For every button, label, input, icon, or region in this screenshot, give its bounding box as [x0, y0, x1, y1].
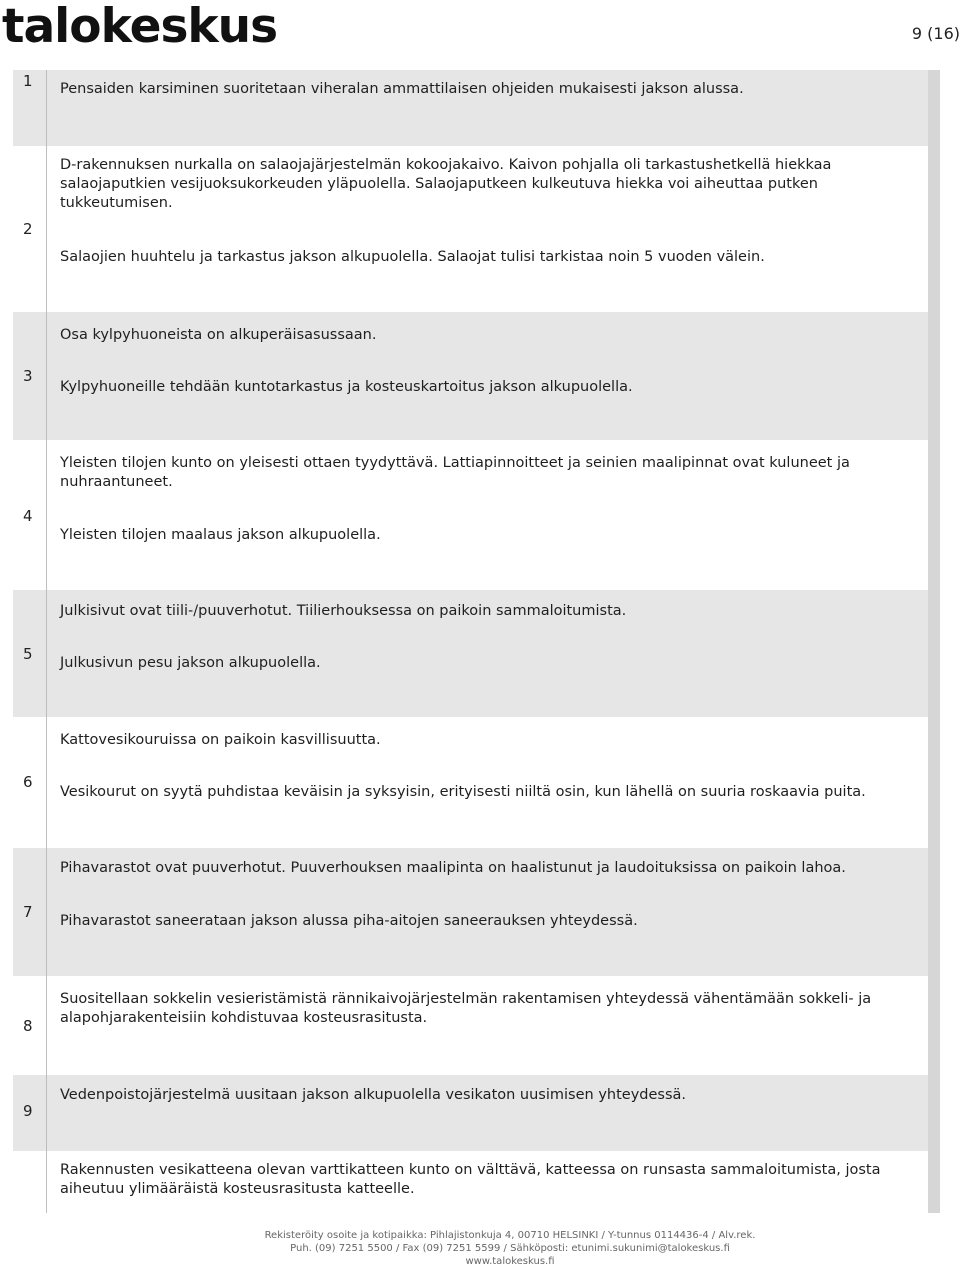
footer-contact: Puh. (09) 7251 5500 / Fax (09) 7251 5599 / Sähköposti: etunimi.sukunimi@talokeskus.fi [290, 1243, 730, 1254]
row-text: Kylpyhuoneille tehdään kuntotarkastus ja kosteuskartoitus jakson alkupuolella. [60, 379, 633, 395]
row-content [47, 976, 928, 1075]
table-row [13, 1075, 928, 1151]
row-text: Suositellaan sokkelin vesieristämistä rännikaivojärjestelmän rakentamisen yhteydessä vähentämään sokkeli- ja alapohjarakenteisiin kohdistuvaa kosteusrasitusta. [60, 991, 872, 1026]
page-indicator: 9 (16) [911, 24, 960, 43]
table-row [13, 440, 928, 590]
footer-address: Rekisteröity osoite ja kotipaikka: Pihlajistonkuja 4, 00710 HELSINKI / Y-tunnus 0114436-4 / Alv.rek. [264, 1230, 756, 1241]
row-number-cell [13, 717, 47, 848]
row-text: Rakennusten vesikatteena olevan varttikatteen kunto on välttävä, katteessa on runsasta sammaloitumista, josta aiheutuu ylimääräistä kosteusrasitusta katteelle. [60, 1162, 881, 1197]
row-text: Julkisivut ovat tiili-/puuverhotut. Tiilierhouksessa on paikoin sammaloitumista. [60, 603, 627, 619]
row-number-cell [13, 312, 47, 440]
row-number: 2 [23, 220, 33, 238]
footer-website-link[interactable]: www.talokeskus.fi [465, 1256, 555, 1267]
row-text: Yleisten tilojen maalaus jakson alkupuolella. [60, 527, 381, 543]
row-number-cell [13, 1075, 47, 1151]
row-content [47, 440, 928, 590]
row-text: Pensaiden karsiminen suoritetaan viheralan ammattilaisen ohjeiden mukaisesti jakson alussa. [60, 81, 744, 97]
row-text: Salaojien huuhtelu ja tarkastus jakson alkupuolella. Salaojat tulisi tarkistaa noin 5 vuoden välein. [60, 249, 765, 265]
row-number: 3 [23, 367, 33, 385]
row-text: Yleisten tilojen kunto on yleisesti ottaen tyydyttävä. Lattiapinnoitteet ja seinien maalipinnat ovat kuluneet ja nuhraantuneet. [60, 455, 850, 490]
company-logo: talokeskus [2, 0, 278, 54]
row-content [47, 312, 928, 440]
table-row [13, 976, 928, 1075]
row-text: Vedenpoistojärjestelmä uusitaan jakson alkupuolella vesikaton uusimisen yhteydessä. [60, 1087, 686, 1103]
row-content [47, 717, 928, 848]
table-shadow [928, 70, 940, 1213]
row-text: Julkusivun pesu jakson alkupuolella. [60, 655, 321, 671]
table-row [13, 848, 928, 976]
row-content [47, 1151, 928, 1213]
row-number-cell [13, 146, 47, 312]
row-content [47, 70, 928, 146]
row-content [47, 590, 928, 717]
row-number: 8 [23, 1017, 33, 1035]
row-text: Pihavarastot ovat puuverhotut. Puuverhouksen maalipinta on haalistunut ja laudoituksissa on paikoin lahoa. [60, 860, 846, 876]
row-text: Kattovesikouruissa on paikoin kasvillisuutta. [60, 732, 381, 748]
row-number-cell [13, 848, 47, 976]
row-number-cell [13, 440, 47, 590]
row-text: Osa kylpyhuoneista on alkuperäisasussaan. [60, 327, 377, 343]
table-row [13, 312, 928, 440]
row-number: 6 [23, 773, 33, 791]
table-row [13, 70, 928, 146]
row-text: Pihavarastot saneerataan jakson alussa piha-aitojen saneerauksen yhteydessä. [60, 913, 638, 929]
findings-table [13, 70, 928, 1213]
row-number: 1 [23, 72, 33, 90]
row-number: 5 [23, 645, 33, 663]
table-row [13, 146, 928, 312]
row-content [47, 146, 928, 312]
row-number-cell [13, 976, 47, 1075]
page-footer [0, 1229, 960, 1268]
table-row [13, 590, 928, 717]
row-number: 4 [23, 507, 33, 525]
row-number-cell [13, 70, 47, 146]
row-text: D-rakennuksen nurkalla on salaojajärjestelmän kokoojakaivo. Kaivon pohjalla oli tarkastushetkellä hiekkaa salaojaputkien vesijuoksukorkeuden yläpuolella. Salaojaputkeen kulkeutuva hiekka voi aiheuttaa putken tukkeutumisen. [60, 157, 832, 211]
table-row [13, 717, 928, 848]
row-text: Vesikourut on syytä puhdistaa keväisin ja syksyisin, erityisesti niiltä osin, kun lähellä on suuria roskaavia puita. [60, 784, 866, 800]
row-content [47, 1075, 928, 1151]
row-number-cell [13, 590, 47, 717]
row-content [47, 848, 928, 976]
row-number-cell [13, 1151, 47, 1213]
row-number: 9 [23, 1102, 33, 1120]
row-number: 7 [23, 903, 33, 921]
table-row [13, 1151, 928, 1213]
